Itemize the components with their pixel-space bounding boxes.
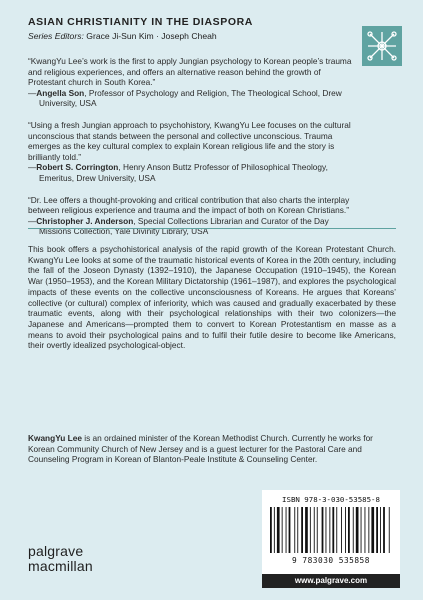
quote-affiliation: , Henry Anson Buttz Professor of Philosophical Theology, Emeritus, Drew University, USA (39, 162, 328, 183)
author-bio-text: is an ordained minister of the Korean Methodist Church. Currently he works for Korean Community Church of New Jersey and is a guest lecturer for the Pastoral Care and Counseling Program in Korean of Blanton-Peale Institute & Counseling Center. (28, 433, 373, 465)
quote-affiliation: , Special Collections Librarian and Curator of the Day Missions Collection, Yale Divinity Library, USA (39, 215, 329, 237)
barcode-number: 9 783030 535858 (292, 556, 370, 565)
section-divider (28, 228, 396, 229)
series-title: ASIAN CHRISTIANITY IN THE DIASPORA (28, 16, 253, 28)
quote-attribution: —Angella Son, Professor of Psychology and Religion, The Theological School, Drew University, USA (28, 87, 342, 109)
quote-author: Angella Son (36, 87, 85, 98)
editors-names: Grace Ji-Sun Kim · Joseph Cheah (86, 31, 217, 41)
series-logo (362, 26, 402, 66)
quote-text: “Using a fresh Jungian approach to psychohistory, KwangYu Lee focuses on the cultural unconscious that stands between the personal and collective unconscious. Trauma emerges as the key cultural complex to explain Korean religious life and the story is brilliantly told.” (28, 119, 351, 162)
publisher-name-line2: macmillan (28, 558, 93, 574)
quote-attribution: —Robert S. Corrington, Henry Anson Buttz Professor of Philosophical Theology, Emeritus, Drew University, USA (28, 162, 328, 183)
barcode-icon (268, 507, 394, 555)
author-name: KwangYu Lee (28, 433, 82, 443)
quote-author: Christopher J. Anderson (36, 215, 134, 226)
endorsement-quote (28, 56, 360, 109)
editors-label: Series Editors: (28, 31, 84, 41)
book-description: This book offers a psychohistorical analysis of the rapid growth of the Korean Protestant Church. KwangYu Lee looks at some of the traumatic historical events of Korea in the 20th century, including the fall of the Joseon Dynasty (1392–1910), the Japanese Occupation (1910–1945), the Korean War (1950–1953), and the Korean Military Dictatorship (1961–1987), and explores the psychological impacts of these events on the collective unconsciousness of Koreans. He argues that Koreans’ collective (or cultural) complex of inferiority, which was caused and gradually exacerbated by these traumatic events, along with their psychological relationships with their two colonizers—the Japanese and Americans—prompted them to convert to Korean Protestantism en masse as a means to avoid their psychological pains and to fulfil their futile desire to become like Americans, their overtly idealized psychological-object. (28, 244, 396, 351)
quote-text: “KwangYu Lee’s work is the first to apply Jungian psychology to Korean people’s trauma and religious experiences, and offers an alternative reason behind the growth of Protestant church in South Korea.” (28, 56, 352, 88)
endorsements (28, 56, 360, 248)
publisher-name-line1: palgrave (28, 543, 84, 559)
quote-text: “Dr. Lee offers a thought-provoking and critical contribution that also charts the interplay between religious experience and trauma and the impact of both on Korean Christians.” (28, 194, 350, 216)
barcode-panel (262, 490, 400, 574)
series-logo-icon (362, 26, 402, 66)
isbn-label: ISBN 978-3-030-53585-8 (282, 495, 380, 504)
publisher-website[interactable]: www.palgrave.com (262, 574, 400, 588)
quote-author: Robert S. Corrington (36, 162, 119, 173)
endorsement-quote (28, 195, 360, 237)
quote-affiliation: , Professor of Psychology and Religion, The Theological School, Drew University, USA (39, 87, 342, 109)
endorsement-quote (28, 120, 360, 184)
publisher-logo (28, 544, 93, 574)
author-bio (28, 433, 396, 465)
series-editors (28, 31, 217, 41)
quote-attribution: —Christopher J. Anderson, Special Collections Librarian and Curator of the Day Missions Collection, Yale Divinity Library, USA (28, 215, 329, 237)
